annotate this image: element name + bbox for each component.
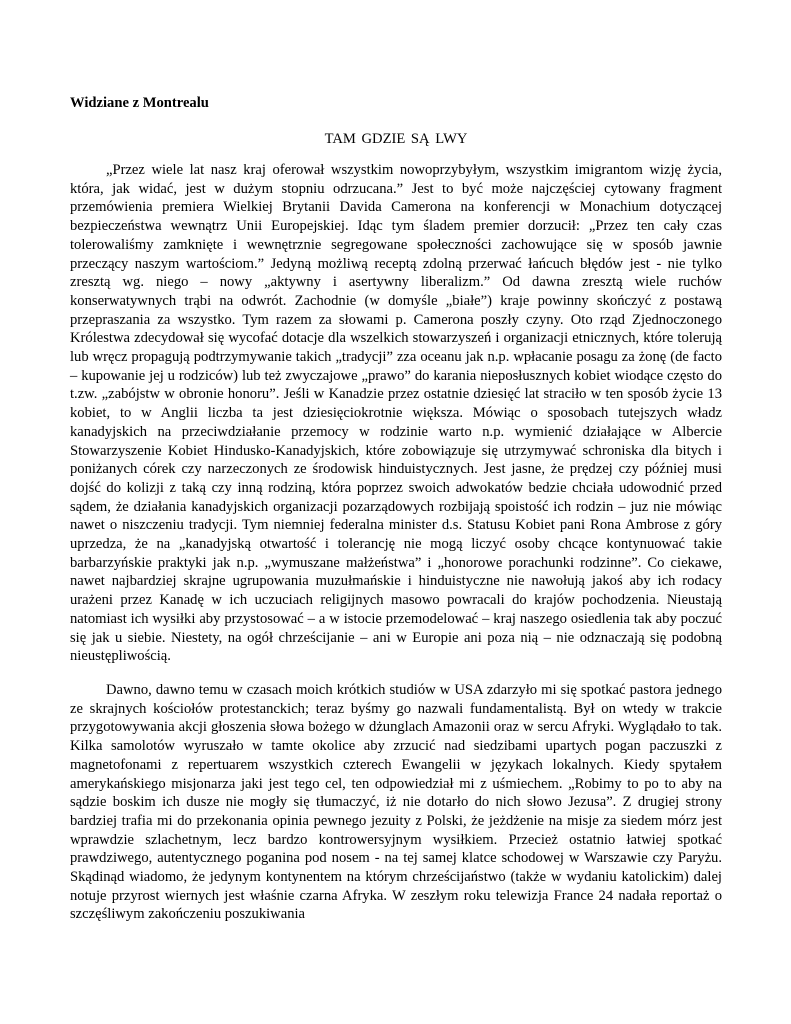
section-header: Widziane z Montrealu (70, 95, 209, 111)
article-paragraph-2: Dawno, dawno temu w czasach moich krótkich studiów w USA zdarzyło mi się spotkać pastora jednego ze skrajnych kościołów protestanckich; teraz byśmy go nazwali fundamentalistą. Był on wtedy w trakcie przygotowywania akcji głoszenia słowa bożego w dżunglach Amazonii oraz w sercu Afryki. Wyglądało to tak. Kilka samolotów wyruszało w tamte okolice aby zrzucić nad siedzibami upartych pogan paczuszki z magnetofonami z repertuarem wszystkich czterech Ewangelii w językach lokalnych. Kiedy spytałem amerykańskiego misjonarza jaki jest tego cel, ten odpowiedział mi z uśmiechem. „Robimy to po to aby na sądzie boskim ich dusze nie mogły się tłumaczyć, iż nie dotarło do nich słowo Jezusa”. Z drugiej strony bardziej trafia mi do przekonania opinia pewnego jezuity z Polski, że jeżdżenie na misje za siedem mórz jest wprawdzie szlachetnym, lecz bardzo kontrowersyjnym wysiłkiem. Przecież ostatnio łatwiej spotkać prawdziwego, autentycznego poganina pod nosem - na tej samej klatce schodowej w Warszawie czy Paryżu. Skądinąd wiadomo, że jedynym kontynentem na którym chrześcijaństwo (także w wydaniu katolickim) dalej notuje przyrost wiernych jest właśnie czarna Afryka. W zeszłym roku telewizja France 24 nadała reportaż o szczęśliwym zakończeniu poszukiwania (70, 682, 722, 923)
article-title: TAM GDZIE SĄ LWY (324, 131, 468, 147)
document-page (70, 0, 722, 1024)
article-paragraph-1: „Przez wiele lat nasz kraj oferował wszystkim nowoprzybyłym, wszystkim imigrantom wizję życia, która, jak widać, jest w dużym stopniu odrzucana.” Jest to być może najczęściej cytowany fragment przemówienia premiera Wielkiej Brytanii Davida Camerona na konferencji w Monachium dotyczącej bezpieczeństwa wewnątrz Unii Europejskiej. Idąc tym śladem premier dorzucił: „Przez ten cały czas tolerowaliśmy zamknięte i wewnętrznie segregowane społeczności zachowujące się w sposób jawnie przeczący naszym wartościom.” Jedyną możliwą receptą zdolną przerwać łańcuch błędów jest - nie tylko zresztą wg. niego – nowy „aktywny i asertywny liberalizm.” Od dawna zresztą wiele ruchów konserwatywnych trąbi na odwrót. Zachodnie (w domyśle „białe”) kraje powinny skończyć z postawą przepraszania za wszystko. Tym razem za słowami p. Camerona poszły czyny. Oto rząd Zjednoczonego Królestwa zdecydował się wycofać dotacje dla wszelkich stowarzyszeń i organizacji etnicznych, które tolerują lub wręcz propagują podtrzymywanie takich „tradycji” zza oceanu jak n.p. wpłacanie posagu za żonę (de facto – kupowanie jej u rodziców) lub też zwyczajowe „prawo” do karania nieposłusznych kobiet wiodące często do t.zw. „zabójstw w obronie honoru”. Jeśli w Kanadzie przez ostatnie dziesięć lat straciło w ten sposób życie 13 kobiet, to w Anglii liczba ta jest dziesięciokrotnie większa. Mówiąc o sposobach tutejszych władz kanadyjskich na przeciwdziałanie przemocy w rodzinie warto n.p. wymienić działające w Albercie Stowarzyszenie Kobiet Hindusko-Kanadyjskich, które zobowiązuje się utrzymywać schroniska dla bitych i poniżanych córek czy narzeczonych ze środowisk hinduistycznych. Jest jasne, że prędzej czy później musi dojść do kolizji z taką czy inną rodziną, która poprzez swoich adwokatów bedzie chciała udowodnić przed sądem, że działania kanadyjskich organizacji pozarządowych rozbijają spoistość ich rodzin – juz nie mówiąc nawet o niszczeniu tradycji. Tym niemniej federalna minister d.s. Statusu Kobiet pani Rona Ambrose z góry uprzedza, że na „kanadyjską otwartość i tolerancję nie mogą liczyć osoby chcące kontynuować takie barbarzyńskie praktyki jak n.p. „wymuszane małżeństwa” i „honorowe porachunki rodzinne”. Co ciekawe, nawet najbardziej skrajne ugrupowania muzułmańskie i hinduistyczne nie nawołują jakoś aby ich rodacy urażeni przez Kanadę w ich uczuciach religijnych masowo powracali do krajów pochodzenia. Nieustają natomiast ich wysiłki aby przystosować – a w istocie przemodelować – kraj naszego osiedlenia tak aby poczuć się jak u siebie. Niestety, na ogół chrześcijanie – ani w Europie ani poza nią – nie odznaczają się podobną nieustępliwością. (70, 162, 722, 665)
